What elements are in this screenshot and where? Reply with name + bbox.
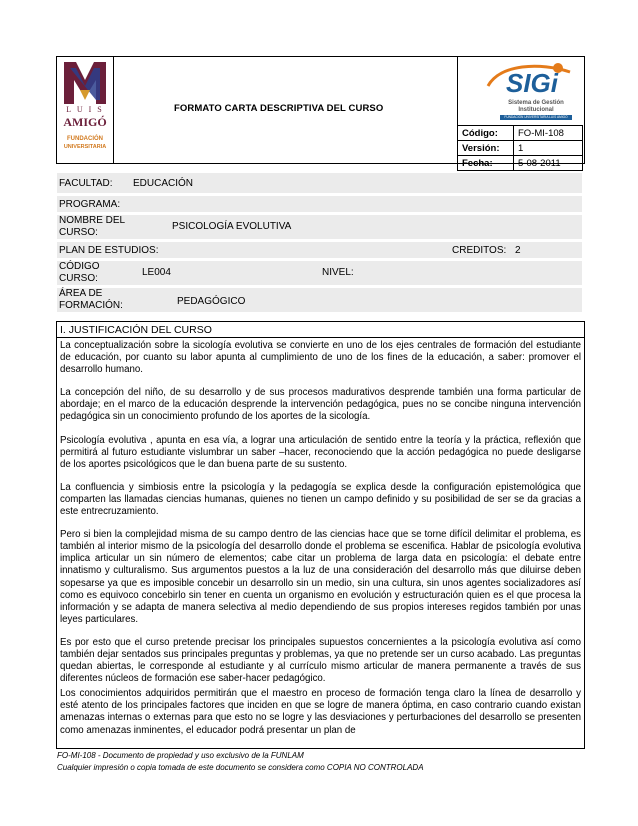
justification-paragraph: Psicología evolutiva , apunta en esa vía, a lograr una articulación de sentido entre la teoría y la práctica, reflexión que permitirá al futuro estudiante vislumbrar un saber –hacer, reconociendo que la acción pedagógica no puede desligarse de los aportes psicológicos que le dan buena parte de su sustento. — [60, 434, 581, 470]
date-value: 5-08-2011 — [514, 156, 583, 171]
training-area-row — [56, 287, 583, 313]
credits-value: 2 — [515, 245, 521, 256]
document-footer — [57, 750, 424, 774]
justification-paragraph: La conceptualización sobre la sicología evolutiva se convierte en uno de los ejes centrales de formación del estudiante de educación, por cuanto su labor apunta al cumplimiento de uno de los fines de la educación, a saber: promover el desarrollo humano. — [60, 340, 581, 376]
course-name-row — [56, 214, 583, 240]
study-plan-label: PLAN DE ESTUDIOS: — [59, 245, 159, 256]
document-title: FORMATO CARTA DESCRIPTIVA DEL CURSO — [174, 103, 384, 114]
program-row — [56, 195, 583, 213]
training-area-label-2: FORMACIÓN: — [59, 300, 123, 311]
justification-paragraph: La confluencia y simbiosis entre la psicología y la pedagogía se explica desde la configuración epistemológica que comparten las llamadas ciencias humanas, quienes no tienen un campo definido y su posibilidad de ser se da gracias a este entrecruzamiento. — [60, 481, 581, 518]
sigi-wordmark: SIGi — [505, 68, 558, 98]
sigi-banner — [500, 115, 572, 120]
logo-letters: L U I S — [66, 105, 104, 114]
logo-name: AMIGÓ — [63, 115, 107, 129]
course-info — [56, 172, 583, 314]
course-code-label-2: CURSO: — [59, 273, 98, 284]
version-value: 1 — [514, 141, 583, 156]
logo-subtitle-2: UNIVERSITARIA — [63, 144, 107, 150]
justification-paragraph: Los conocimientos adquiridos permitirán que el maestro en proceso de formación tenga claro la línea de desarrollo y esté atento de los principales factores que inciden en que se logre de manera óptima, en caso contrario cuando existan amenazas internas o externas para que esto no se logre y las desviaciones y perturbaciones del desarrollo se presenten como amenazas inminentes, el educador podrá presentar un plan de — [60, 688, 581, 736]
course-code-value: LE004 — [142, 267, 171, 278]
justification-body — [57, 338, 584, 737]
sigi-line-1: Sistema de Gestión — [508, 100, 564, 106]
justification-section — [56, 321, 585, 749]
version-label: Versión: — [458, 141, 514, 156]
study-plan-row — [56, 241, 583, 259]
justification-paragraph: La concepción del niño, de su desarrollo y de sus procesos madurativos desprende también una forma particular de abordaje; en el marco de la educación desprende la intervención pedagógica, pues no se concibe ninguna intervención pedagógica sin un conocimiento profundo de los aportes de la sicología. — [60, 387, 581, 423]
credits-label: CREDITOS: — [452, 245, 507, 256]
date-row — [458, 156, 583, 171]
course-name-value: PSICOLOGÍA EVOLUTIVA — [172, 221, 292, 232]
footer-line-1: FO-MI-108 - Documento de propiedad y uso exclusivo de la FUNLAM — [57, 751, 304, 760]
training-area-value: PEDAGÓGICO — [177, 296, 246, 307]
faculty-label: FACULTAD: — [59, 178, 113, 189]
course-code-row — [56, 260, 583, 286]
faculty-row — [56, 172, 583, 194]
version-row — [458, 141, 583, 156]
luis-amigo-logo — [62, 60, 108, 158]
date-label: Fecha: — [458, 156, 514, 171]
sigi-line-3: FUNDACIÓN UNIVERSITARIA LUIS AMIGÓ — [504, 115, 568, 119]
justification-heading: I. JUSTIFICACIÓN DEL CURSO — [57, 322, 584, 338]
code-value: FO-MI-108 — [514, 126, 583, 141]
code-label: Código: — [458, 126, 514, 141]
training-area-label-1: ÁREA DE — [59, 288, 103, 299]
code-row — [458, 126, 583, 141]
course-code-label-1: CÓDIGO — [59, 261, 100, 272]
sigi-logo — [480, 60, 576, 126]
justification-paragraph: Es por esto que el curso pretende precisar los principales supuestos concernientes a la psicología evolutiva así como también dejar sentados sus principales preguntas y problemas, ya que no pretende ser un curso acabado. Las preguntas quedan abiertas, le corresponde al estudiante y al currículo mismo articular de manera permanente a través de sus diferentes núcleos de formación ese saber-hacer pedagógico. — [60, 636, 581, 685]
faculty-value: EDUCACIÓN — [133, 178, 194, 189]
sigi-line-2: Institucional — [518, 107, 554, 113]
document-codes — [457, 125, 583, 171]
program-label: PROGRAMA: — [59, 199, 121, 210]
logo-subtitle-1: FUNDACIÓN — [67, 136, 103, 142]
footer-line-2: Cualquier impresión o copia tomada de este documento se considera como COPIA NO CONTROLADA — [57, 763, 424, 772]
level-label: NIVEL: — [322, 267, 354, 278]
course-name-label-2: CURSO: — [59, 227, 98, 238]
course-name-label-1: NOMBRE DEL — [59, 215, 126, 226]
justification-paragraph: Pero si bien la complejidad misma de su campo dentro de las ciencias hace que se torne difícil delimitar el problema, es también al interior mismo de la psicología del desarrollo donde el problema se escenifica. Hablar de psicología evolutiva implica articular un sin número de elementos; cabe citar un problema de larga data en psicología: el debate entre innatismo y culturalismo. Sus argumentos puestos a la luz de una consideración del desarrollo más que diluirse deben sopesarse ya que es imposible concebir un desarrollo sin un medio, sin una cultura, sin unos agentes socializadores así como es equivoco concebirlo sin tener en cuenta un organismo en evolución y estructuración quien es el que procesa la información y se adapta de manera selectiva al medio dependiendo de sus propios intereses regidos también por unas leyes particulares. — [60, 529, 581, 625]
